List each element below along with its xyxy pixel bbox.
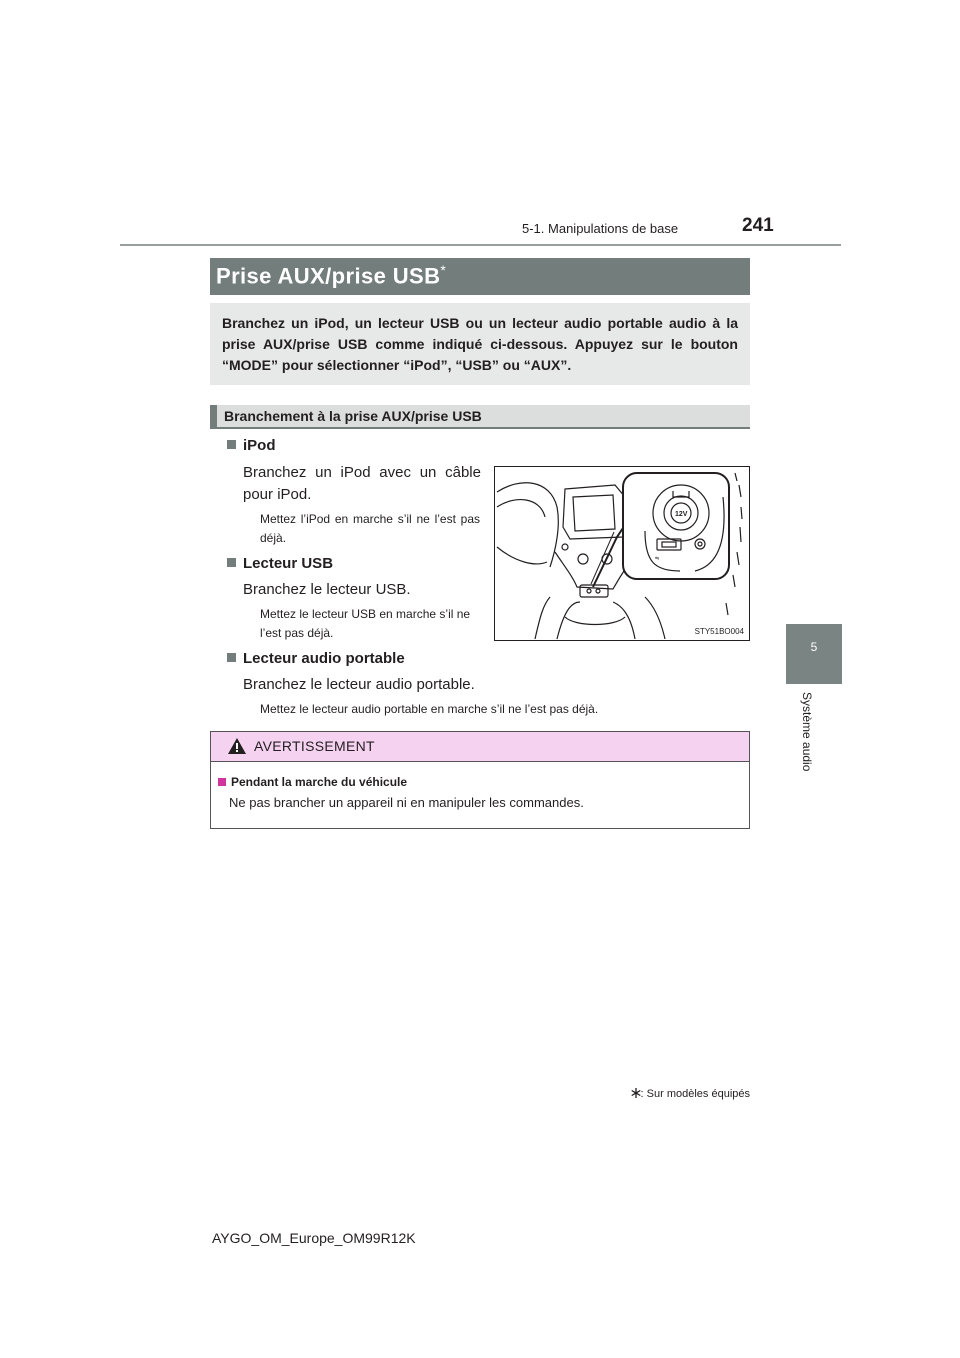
page-number: 241 [742, 215, 774, 236]
warning-triangle-icon [227, 737, 247, 755]
item-usb-instruction: Branchez le lecteur USB. [243, 581, 411, 598]
intro-text: Branchez un iPod, un lecteur USB ou un lecteur audio portable audio à la prise AUX/prise USB comme indiqué ci-dessous. Appuyez sur le bouton “MODE” pour sélectionner “iPod”, “USB” ou “AUX”. [222, 315, 738, 373]
square-bullet-icon [227, 653, 236, 662]
header-rule [120, 244, 841, 246]
warning-item-heading [218, 775, 407, 789]
chapter-number: 5 [810, 640, 818, 654]
page-title-text: Prise AUX/prise USB [216, 263, 441, 289]
page-title [216, 262, 446, 289]
item-usb-note: Mettez le lecteur USB en marche s’il ne l’est pas déjà. [260, 607, 471, 640]
title-asterisk: * [440, 262, 447, 278]
item-heading-text: iPod [243, 437, 276, 454]
item-heading-text: Lecteur audio portable [243, 650, 405, 667]
item-portable-heading [227, 650, 405, 667]
square-bullet-icon [218, 778, 226, 786]
item-ipod-instruction: Branchez un iPod avec un câble pour iPod. [243, 464, 481, 503]
item-ipod-heading [227, 437, 276, 454]
item-heading-text: Lecteur USB [243, 555, 334, 572]
chapter-tab [786, 624, 842, 684]
usb-symbol: ⇋ [655, 556, 660, 562]
square-bullet-icon [227, 558, 236, 567]
item-usb-heading [227, 555, 333, 572]
document-code: AYGO_OM_Europe_OM99R12K [212, 1230, 416, 1246]
socket-label: 12V [675, 511, 688, 518]
item-portable-note: Mettez le lecteur audio portable en marche s’il ne l’est pas déjà. [260, 702, 599, 716]
running-header-section: 5-1. Manipulations de base [522, 221, 679, 236]
dashboard-drawing [495, 467, 749, 640]
warning-item-heading-text: Pendant la marche du véhicule [231, 775, 408, 789]
chapter-label: Système audio [800, 692, 814, 772]
warning-item-body: Ne pas brancher un appareil ni en manipuler les commandes. [229, 795, 584, 810]
item-ipod-note: Mettez l’iPod en marche s’il ne l’est pas déjà. [260, 512, 480, 545]
subsection-title: Branchement à la prise AUX/prise USB [224, 408, 482, 424]
footnote-text: : Sur modèles équipés [640, 1088, 750, 1100]
figure-code: STY51BO004 [694, 627, 744, 636]
item-portable-instruction: Branchez le lecteur audio portable. [243, 676, 475, 693]
asterisk-icon [631, 1088, 641, 1098]
subsection-accent [210, 405, 217, 429]
footnote [600, 1088, 750, 1100]
square-bullet-icon [227, 440, 236, 449]
warning-label: AVERTISSEMENT [254, 738, 375, 754]
dashboard-illustration [494, 466, 750, 641]
